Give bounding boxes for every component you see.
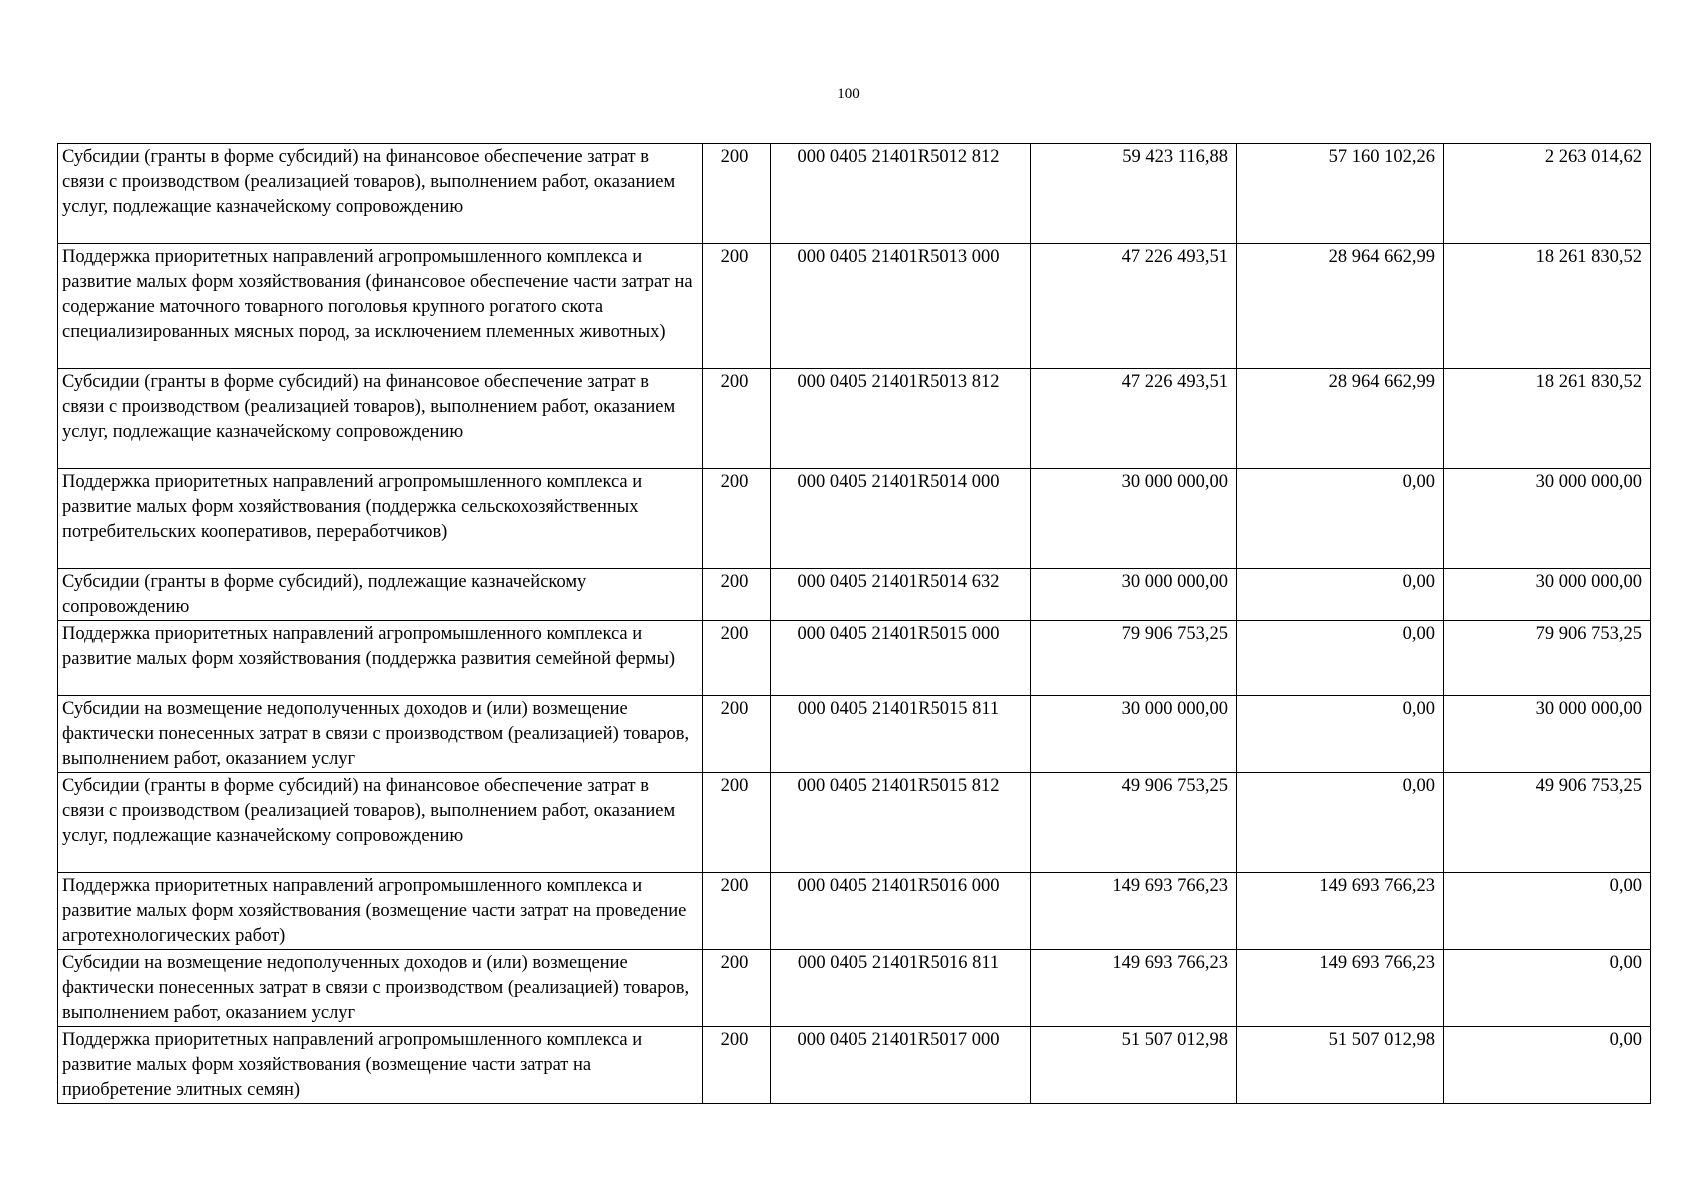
row-code-cell: 200: [703, 369, 771, 469]
row-code-cell: 200: [703, 569, 771, 621]
row-value1-cell: 47 226 493,51: [1031, 244, 1237, 369]
row-kbk-cell: 000 0405 21401R5015 811: [771, 696, 1031, 773]
row-name-cell: Субсидии на возмещение недополученных доходов и (или) возмещение фактически понесенных затрат в связи с производством (реализацией) товаров, выполнением работ, оказанием услуг: [58, 696, 703, 773]
row-kbk-cell: 000 0405 21401R5014 000: [771, 469, 1031, 569]
row-name-cell: Субсидии (гранты в форме субсидий) на финансовое обеспечение затрат в связи с производством (реализацией товаров), выполнением работ, оказанием услуг, подлежащие казначейскому сопровождению: [58, 369, 703, 469]
row-code-cell: 200: [703, 950, 771, 1027]
row-kbk-cell: 000 0405 21401R5017 000: [771, 1027, 1031, 1104]
row-value1-cell: 30 000 000,00: [1031, 569, 1237, 621]
table-row: [58, 873, 1651, 950]
row-value3-cell: 30 000 000,00: [1444, 469, 1651, 569]
row-code-cell: 200: [703, 621, 771, 696]
table-row: [58, 773, 1651, 873]
row-kbk-cell: 000 0405 21401R5013 812: [771, 369, 1031, 469]
row-kbk-cell: 000 0405 21401R5012 812: [771, 144, 1031, 244]
row-value2-cell: 0,00: [1237, 469, 1444, 569]
row-kbk-cell: 000 0405 21401R5015 812: [771, 773, 1031, 873]
row-name-cell: Субсидии (гранты в форме субсидий), подлежащие казначейскому сопровождению: [58, 569, 703, 621]
row-value1-cell: 49 906 753,25: [1031, 773, 1237, 873]
row-name-cell: Субсидии на возмещение недополученных доходов и (или) возмещение фактически понесенных затрат в связи с производством (реализацией) товаров, выполнением работ, оказанием услуг: [58, 950, 703, 1027]
row-value1-cell: 149 693 766,23: [1031, 873, 1237, 950]
table-row: [58, 144, 1651, 244]
row-code-cell: 200: [703, 144, 771, 244]
row-name-cell: Поддержка приоритетных направлений агропромышленного комплекса и развитие малых форм хозяйствования (поддержка сельскохозяйственных потребительских кооперативов, переработчиков): [58, 469, 703, 569]
table-row: [58, 244, 1651, 369]
row-code-cell: 200: [703, 873, 771, 950]
row-name-cell: Поддержка приоритетных направлений агропромышленного комплекса и развитие малых форм хозяйствования (поддержка развития семейной фермы): [58, 621, 703, 696]
row-value2-cell: 0,00: [1237, 569, 1444, 621]
row-value3-cell: 2 263 014,62: [1444, 144, 1651, 244]
budget-table: [57, 143, 1651, 1104]
table-row: [58, 569, 1651, 621]
row-value2-cell: 28 964 662,99: [1237, 244, 1444, 369]
table-row: [58, 696, 1651, 773]
table-row: [58, 369, 1651, 469]
row-code-cell: 200: [703, 696, 771, 773]
row-value3-cell: 18 261 830,52: [1444, 369, 1651, 469]
table-row: [58, 469, 1651, 569]
row-kbk-cell: 000 0405 21401R5016 811: [771, 950, 1031, 1027]
table-row: [58, 1027, 1651, 1104]
row-value3-cell: 0,00: [1444, 950, 1651, 1027]
row-value1-cell: 47 226 493,51: [1031, 369, 1237, 469]
row-name-cell: Поддержка приоритетных направлений агропромышленного комплекса и развитие малых форм хозяйствования (возмещение части затрат на приобретение элитных семян): [58, 1027, 703, 1104]
row-value1-cell: 79 906 753,25: [1031, 621, 1237, 696]
row-value3-cell: 0,00: [1444, 873, 1651, 950]
row-value2-cell: 28 964 662,99: [1237, 369, 1444, 469]
row-value1-cell: 51 507 012,98: [1031, 1027, 1237, 1104]
row-value3-cell: 30 000 000,00: [1444, 696, 1651, 773]
row-code-cell: 200: [703, 244, 771, 369]
row-value2-cell: 57 160 102,26: [1237, 144, 1444, 244]
row-name-cell: Поддержка приоритетных направлений агропромышленного комплекса и развитие малых форм хозяйствования (финансовое обеспечение части затрат на содержание маточного товарного поголовья крупного рогатого скота специализированных мясных пород, за исключением племенных животных): [58, 244, 703, 369]
row-value2-cell: 0,00: [1237, 696, 1444, 773]
row-name-cell: Субсидии (гранты в форме субсидий) на финансовое обеспечение затрат в связи с производством (реализацией товаров), выполнением работ, оказанием услуг, подлежащие казначейскому сопровождению: [58, 773, 703, 873]
row-value3-cell: 0,00: [1444, 1027, 1651, 1104]
row-name-cell: Поддержка приоритетных направлений агропромышленного комплекса и развитие малых форм хозяйствования (возмещение части затрат на проведение агротехнологических работ): [58, 873, 703, 950]
row-name-cell: Субсидии (гранты в форме субсидий) на финансовое обеспечение затрат в связи с производством (реализацией товаров), выполнением работ, оказанием услуг, подлежащие казначейскому сопровождению: [58, 144, 703, 244]
row-kbk-cell: 000 0405 21401R5015 000: [771, 621, 1031, 696]
row-value2-cell: 149 693 766,23: [1237, 950, 1444, 1027]
row-value3-cell: 30 000 000,00: [1444, 569, 1651, 621]
row-value2-cell: 0,00: [1237, 621, 1444, 696]
row-kbk-cell: 000 0405 21401R5013 000: [771, 244, 1031, 369]
row-code-cell: 200: [703, 1027, 771, 1104]
row-value2-cell: 0,00: [1237, 773, 1444, 873]
table-row: [58, 621, 1651, 696]
row-value3-cell: 79 906 753,25: [1444, 621, 1651, 696]
row-value2-cell: 51 507 012,98: [1237, 1027, 1444, 1104]
row-value1-cell: 30 000 000,00: [1031, 696, 1237, 773]
row-value2-cell: 149 693 766,23: [1237, 873, 1444, 950]
page-number: 100: [837, 86, 860, 102]
row-value1-cell: 30 000 000,00: [1031, 469, 1237, 569]
row-value1-cell: 149 693 766,23: [1031, 950, 1237, 1027]
row-value3-cell: 49 906 753,25: [1444, 773, 1651, 873]
table-row: [58, 950, 1651, 1027]
row-code-cell: 200: [703, 469, 771, 569]
row-value1-cell: 59 423 116,88: [1031, 144, 1237, 244]
row-kbk-cell: 000 0405 21401R5014 632: [771, 569, 1031, 621]
row-kbk-cell: 000 0405 21401R5016 000: [771, 873, 1031, 950]
row-code-cell: 200: [703, 773, 771, 873]
row-value3-cell: 18 261 830,52: [1444, 244, 1651, 369]
